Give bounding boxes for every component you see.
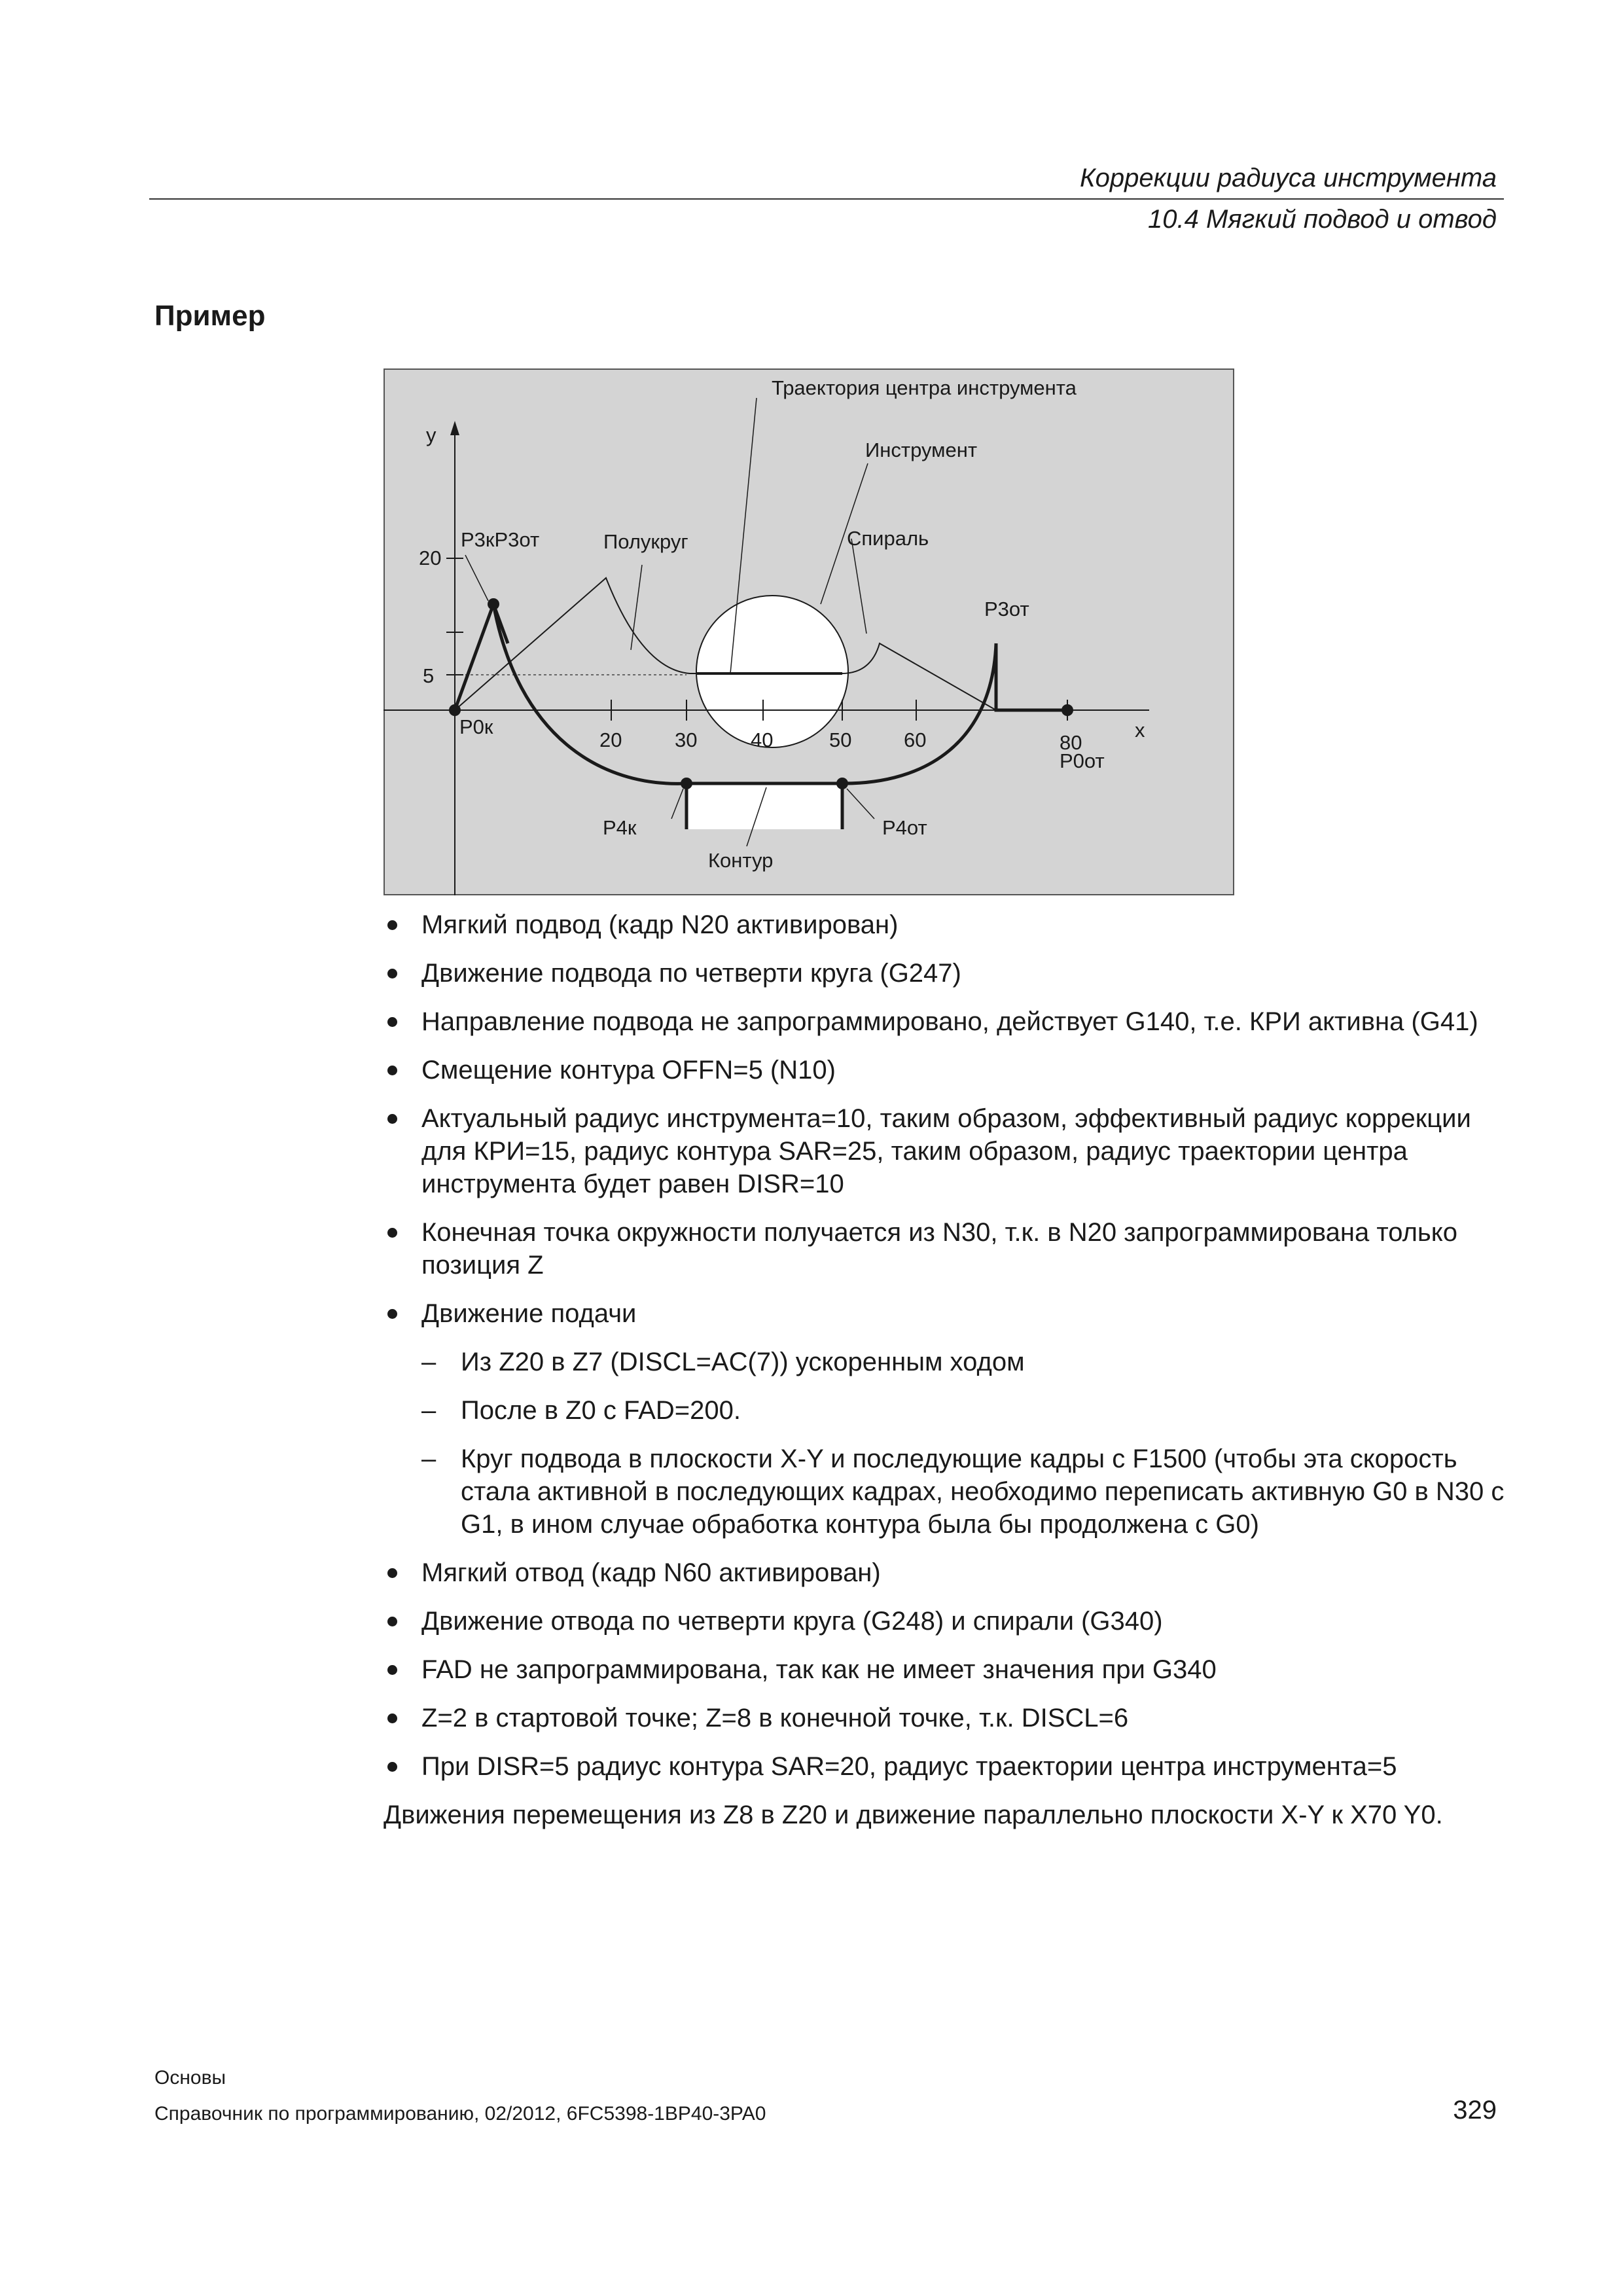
point-p0ot bbox=[1061, 704, 1073, 716]
bullet-item: При DISR=5 радиус контура SAR=20, радиус траектории центра инструмента=5 bbox=[383, 1750, 1509, 1783]
bullet-item: Движение отвода по четверти круга (G248) и спирали (G340) bbox=[383, 1605, 1509, 1638]
bullet-item-label: Движение подачи bbox=[421, 1299, 637, 1328]
label-p3k-p3ot: Р3кР3от bbox=[461, 528, 540, 551]
label-semicircle: Полукруг bbox=[603, 530, 688, 553]
header-subtitle: 10.4 Мягкий подвод и отвод bbox=[1148, 205, 1497, 234]
header-rule bbox=[149, 198, 1504, 200]
label-contour: Контур bbox=[708, 849, 774, 872]
dash-item: – Круг подвода в плоскости X-Y и последующие кадры с F1500 (чтобы эта скорость стала активной в последующих кадрах, необходимо переписать активную G0 в N30 с G1, в ином случае обработка контура была бы продолжена с G0) bbox=[421, 1443, 1509, 1541]
axis-y-label: y bbox=[426, 423, 437, 446]
tick-label-x-40: 40 bbox=[751, 728, 774, 751]
closing-paragraph: Движения перемещения из Z8 в Z20 и движение параллельно плоскости X-Y к X70 Y0. bbox=[383, 1801, 1443, 1829]
dash-list bbox=[421, 1346, 1509, 1541]
bullet-item-feed-motion bbox=[383, 1297, 1509, 1541]
label-p3ot: Р3от bbox=[984, 598, 1029, 620]
point-p4ot bbox=[836, 778, 848, 789]
bullet-item: Z=2 в стартовой точке; Z=8 в конечной точке, т.к. DISCL=6 bbox=[383, 1702, 1509, 1734]
tick-label-x-30: 30 bbox=[675, 728, 698, 751]
dash-item: – После в Z0 с FAD=200. bbox=[421, 1394, 1509, 1427]
tick-label-x-60: 60 bbox=[904, 728, 927, 751]
point-p4k bbox=[681, 778, 692, 789]
label-p4ot: Р4от bbox=[882, 816, 927, 839]
label-p4k: Р4к bbox=[603, 816, 637, 839]
label-spiral: Спираль bbox=[847, 527, 929, 550]
section-title: Пример bbox=[154, 300, 266, 332]
tick-label-x-80: 80 bbox=[1060, 731, 1082, 754]
point-p0k bbox=[449, 704, 461, 716]
tick-label-y-20: 20 bbox=[419, 547, 442, 569]
dash-item: – Из Z20 в Z7 (DISCL=AC(7)) ускоренным ходом bbox=[421, 1346, 1509, 1378]
label-tool-center-path: Траектория центра инструмента bbox=[772, 376, 1077, 399]
header-title: Коррекции радиуса инструмента bbox=[1080, 164, 1497, 192]
point-p3k bbox=[488, 598, 499, 610]
contour-body bbox=[687, 783, 842, 829]
page-number: 329 bbox=[1453, 2096, 1497, 2125]
tick-label-y-5: 5 bbox=[423, 664, 435, 687]
bullet-item: FAD не запрограммирована, так как не имеет значения при G340 bbox=[383, 1653, 1509, 1686]
bullet-item: Движение подвода по четверти круга (G247) bbox=[383, 957, 1509, 990]
example-figure bbox=[383, 368, 1234, 895]
label-p0k: Р0к bbox=[459, 715, 493, 738]
tool-circle bbox=[696, 596, 848, 747]
label-p0ot: Р0от bbox=[1060, 749, 1105, 772]
bullet-list bbox=[383, 908, 1509, 1783]
axis-x-label: x bbox=[1135, 719, 1145, 742]
bullet-item: Смещение контура OFFN=5 (N10) bbox=[383, 1054, 1509, 1086]
bullet-item: Мягкий отвод (кадр N60 активирован) bbox=[383, 1556, 1509, 1589]
figure-diagram bbox=[383, 368, 1234, 895]
bullet-item: Актуальный радиус инструмента=10, таким образом, эффективный радиус коррекции для КРИ=15, радиус контура SAR=25, таким образом, радиус траектории центра инструмента будет равен DISR=10 bbox=[383, 1102, 1509, 1200]
tick-label-x-20: 20 bbox=[599, 728, 622, 751]
tick-label-x-50: 50 bbox=[829, 728, 852, 751]
bullet-item: Направление подвода не запрограммировано, действует G140, т.е. КРИ активна (G41) bbox=[383, 1005, 1509, 1038]
body-text bbox=[383, 908, 1509, 1831]
bullet-item: Конечная точка окружности получается из N30, т.к. в N20 запрограммирована только позиция Z bbox=[383, 1216, 1509, 1282]
label-tool: Инструмент bbox=[865, 439, 978, 461]
bullet-item: Мягкий подвод (кадр N20 активирован) bbox=[383, 908, 1509, 941]
footer-doc-ref: Справочник по программированию, 02/2012, 6FC5398-1BP40-3PA0 bbox=[154, 2103, 766, 2125]
footer-doc-title: Основы bbox=[154, 2067, 226, 2089]
